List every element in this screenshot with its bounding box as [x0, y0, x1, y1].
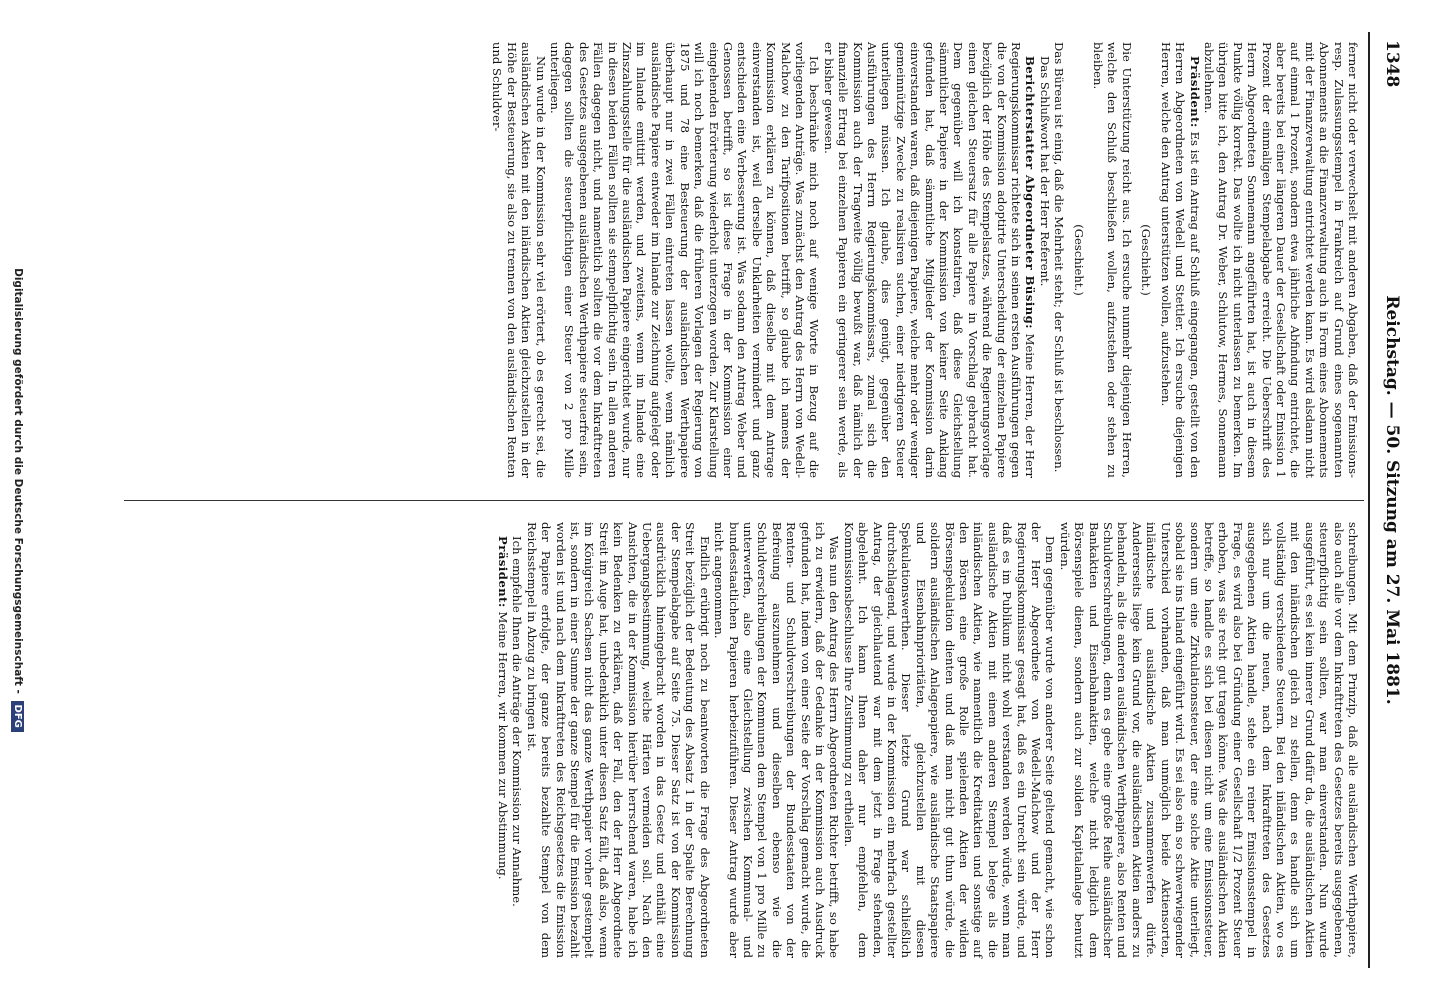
paragraph-text: Die Unterstützung reicht aus. Ich ersuche nunmehr diejenigen Herren, welche den Schluß beschließen wollen, aufzustehen oder stehen zu bleiben.: [1091, 42, 1134, 478]
paragraph-text: Ich beschränke mich noch auf wenige Worte in Bezug auf die vorliegenden Anträge. Was zunächst den Antrag des Herrn von Wedell-Malchow zu den Tarifpositionen betrifft, so glaube ich namens der Kommission erklären zu können, daß dieselbe mit dem Antrage einverstanden ist, weil derselbe Unklarheiten vermindert und ganz entschieden eine Verbesserung ist. Was sodann den Antrag Weber und Genossen betrifft, so ist diese Frage in der Kommission einer eingehenden Erörterung wiederholt unterzogen worden. Zur Klarstellung will ich noch bemerken, daß die früheren Vorlagen der Regierung von 1875 und 78 eine Besteuerung der ausländischen Werthpapiere überhaupt nur in zwei Fällen eintreten lassen wollte, wenn nämlich ausländische Papiere entweder im Inlande zur Zeichnung aufgelegt oder im Inlande emittirt werden, und zweitens, wenn im Inlande eine Zinszahlungsstelle für die ausländischen Papiere eingerichtet wurde, nur in diesen beiden Fällen sollten sie stempelpflichtig sein. In allen anderen Fällen dagegen nicht, und namentlich sollten die vor dem Inkrafttreten des Gesetzes ausgegebenen ausländischen Werthpapiere steuerfrei sein, dagegen sollten die steuerpflichtigen einer Steuer von 2 pro Mille unterliegen.: [548, 42, 822, 478]
paragraph-text: Es ist ein Antrag auf Schluß eingegangen, gestellt von den Herren Abgeordneten von Wedell und Stettler. Ich ersuche diejenigen Herren, welche den Antrag unterstützen wollen, aufzustehen.: [1158, 42, 1202, 478]
stage-direction: (Geschieht.): [1139, 224, 1154, 296]
dfg-logo: DFG: [11, 701, 24, 732]
paragraph-text: Ich empfehle Ihnen die Anträge der Kommission zur Annahme.: [510, 536, 525, 907]
speaker-paragraph: [496, 522, 510, 958]
paragraph: [1037, 42, 1051, 478]
paragraph-text: Das Büreau ist einig, daß die Mehrheit steht; der Schluß ist beschlossen.: [1052, 42, 1067, 473]
left-column: [490, 42, 1360, 478]
paragraph-text: Endlich erübrigt noch zu beantworten die Frage des Abgeordneten Streit bezüglich der Bedeutung des Absatz 1 in der Spalte Berechnung der Stempelabgabe auf Seite 75. Dieser Satz ist von der Kommission ausdrücklich hineingebracht worden in das Gesetz und enthält eine Uebergangsbestimmung, welche Härten vermeiden soll. Nach den Ansichten, die in der Kommission hierüber herrschend waren, habe ich kein Bedenken zu erklären, daß der Fall, den der Herr Abgeordnete Streit im Auge hat, unbedenklich unter diesen Satz fällt, daß also, wenn im Königreich Sachsen nicht das ganze Werthpapier vorher gestempelt ist, sondern in einer Summe der ganze Stempel für die Emission bezahlt worden ist und nach dem Inkrafttreten des Reichsgesetzes die Emission der Papiere erfolgte, der ganze bereits bezahlte Stempel von dem Reichsstempel in Abzug zu bringen ist.: [524, 522, 712, 958]
footer-text: Digitalisierung gefördert durch die Deutsche Forschungsgemeinschaft -: [12, 268, 24, 694]
paragraph-text: Nun wurde in der Kommission sehr viel erörtert, ob es gerecht sei, die ausländischen Aktien mit den inländischen Aktien gleichzustellen in der Höhe der Besteuerung, sie also zu trennen von den ausländischen Renten und Schuldver-: [490, 42, 548, 478]
stage-direction: (Geschieht.): [1071, 224, 1086, 296]
paragraph-text: Meine Herren, wir kommen zur Abstimmung.: [496, 611, 511, 880]
column-separator: [124, 500, 1364, 501]
paragraph-text: Dem gegenüber wurde von anderer Seite geltend gemacht, wie schon der Herr Abgeordnete von Wedell-Malchow und der Herr Regierungskommissar gesagt hat, daß es ein Unrecht sein würde, und daß es im Publikum nicht wohl verstanden werden würde, wenn man ausländische Aktien mit einem anderen Stempel belege als die inländischen Aktien, wie namentlich die Kreditaktien und sonstige auf den Börsen eine große Rolle spielenden Aktien der wilden Börsenspekulation dienten und daß man nicht gut thun würde, die solidern ausländischen Anlagepapiere, wie ausländische Staatspapiere und Eisenbahnprioritäten, gleichzustellen mit diesen Spekulationswerthen. Dieser letzte Grund war schließlich durchschlagend, und wurde in der Kommission ein mehrfach gestellter Antrag, der gleichlautend war mit dem jetzt in Frage stehenden, abgelehnt. Ich kann Ihnen daher nur empfehlen, dem Kommissionsbeschlusse Ihre Zustimmung zu ertheilen.: [841, 522, 1058, 958]
paragraph-text: ferner nicht oder verwechselt mit anderen Abgaben, daß der Emissions- resp. Zulassungsstempel in Frankreich auf Grund eines sogenannten Abonnements an die Finanzverwaltung auch in Form eines Abonnements mit der Finanzverwaltung entrichtet werden kann. Es wird alsdann nicht auf einmal 1 Prozent, sondern etwa jährliche Abfindung entrichtet, die aber bereits bei einer längeren Dauer der Gesellschaft oder Emission 1 Prozent der einmaligen Stempelabgabe erreicht. Die Ueberschrift des Herrn Abgeordneten Sonnemann angeführten hat, ist auch in diesem Punkte völlig korrekt. Das wollte ich nicht unterlassen zu bemerken. Im übrigen bitte ich, den Antrag Dr. Weber, Schlutow, Hermes, Sonnemann abzulehnen.: [1201, 42, 1360, 478]
paragraph: [510, 522, 524, 958]
right-column: [496, 522, 1360, 958]
speaker-name: Präsident:: [1187, 56, 1202, 128]
paragraph: [841, 522, 1057, 958]
paragraph-text: Das Schlußwort hat der Herr Referent.: [1037, 56, 1052, 287]
paragraph: [1052, 42, 1066, 478]
paragraph: [1057, 522, 1360, 958]
paragraph-text: schreibungen. Mit dem Prinzip, daß alle ausländischen Werthpapiere, also auch alle vor dem Inkrafttreten des Gesetzes bereits ausgegebenen, steuerpflichtig sein sollten, war man einverstanden. Nun wurde ausgeführt, es sei kein innerer Grund dafür da, die ausländischen Aktien mit den inländischen gleich zu stellen, denn es handle sich um vollständig verschiedene Steuern. Bei den inländischen Aktien, wo es sich nur um die neuen, nach dem Inkrafttreten des Gesetzes ausgegebenen Aktien handle, stehe ein reiner Emissionsstempel in Frage, es wird also bei Gründung einer Gesellschaft 1/2 Prozent Steuer erhoben, was sie recht gut tragen könne. Was die ausländischen Aktien betreffe, so handle es sich bei diesen nicht um eine Emissionssteuer, sondern um eine Zirkulationssteuer, der eine solche Aktie unterliegt, sobald sie ins Inland eingeführt wird. Es sei also ein so schwerwiegender Unterschied vorhanden, daß man unmöglich beide Aktiensorten, inländische und ausländische Aktien zusammenwerfen dürfe. Andererseits liege kein Grund vor, die ausländischen Aktien anders zu behandeln, als die anderen ausländischen Werthpapiere, also Renten und Schuldverschreibungen, denn es gebe eine große Reihe ausländischer Bankaktien und Eisenbahnaktien, welche nicht lediglich dem Börsenspiele dienen, sondern auch zur soliden Kapitalanlage benutzt würden.: [1057, 522, 1360, 958]
page-header: [1376, 40, 1402, 960]
header-rule: [1368, 32, 1370, 968]
running-title: Reichstag. — 50. Sitzung am 27. Mai 1881.: [1382, 295, 1402, 705]
speaker-paragraph: [1158, 42, 1201, 478]
paragraph: [1202, 42, 1360, 478]
paragraph-text: Meine Herren, der Herr Regierungskommissar richtete sich in seinen ersten Ausführungen gegen die von der Kommission adoptirte Unterscheidung der einzelnen Papiere bezüglich der Höhe des Stempelsatzes, während die Regierungsvorlage einen gleichen Steuersatz für alle Papiere in Vorschlag gebracht hat. Dem gegenüber will ich konstatiren, daß diese Gleichstellung sämmtlicher Papiere in der Kommission von keiner Seite Anklang gefunden hat, daß sämmtliche Mitglieder der Kommission darin einverstanden waren, daß diejenigen Papiere, welche mehr oder weniger gemeinnützige Zwecke zu realisiren suchen, einer niedrigeren Steuer unterliegen müssen. Ich glaube, dies genügt, gegenüber den Ausführungen des Herrn Regierungskommissars, zumal sich die Kommission auch der Tragweite völlig bewußt war, daß nämlich der finanzielle Ertrag bei einzelnen Papieren ein geringerer sein werde, als er bisher gewesen.: [821, 42, 1038, 478]
digitization-footer: [11, 0, 24, 1000]
paragraph: [1091, 42, 1134, 478]
speaker-name: Berichterstatter Abgeordneter Büsing:: [1023, 56, 1038, 330]
paragraph: [548, 42, 822, 478]
page-number: 1348: [1382, 40, 1402, 88]
speaker-paragraph: [821, 42, 1037, 478]
speaker-name: Präsident:: [496, 536, 511, 608]
paragraph-text: Was nun den Antrag des Herrn Abgeordneten Richter betrifft, so habe ich zu erwidern, daß der Gedanke in der Kommission auch Ausdruck gefunden hat, indem von einer Seite der Vorschlag gemacht wurde, die Renten- und Schuldverschreibungen der Bundesstaaten von der Befreiung auszunehmen und dieselben ebenso wie die Schuldverschreibungen der Kommunen dem Stempel von 1 pro Mille zu unterwerfen, also eine Gleichstellung zwischen Kommunal- und bundesstaatlichen Papieren herbeizuführen. Dieser Antrag wurde aber nicht angenommen.: [712, 522, 842, 958]
paragraph: [490, 42, 548, 478]
paragraph: [712, 522, 842, 958]
paragraph: [524, 522, 711, 958]
